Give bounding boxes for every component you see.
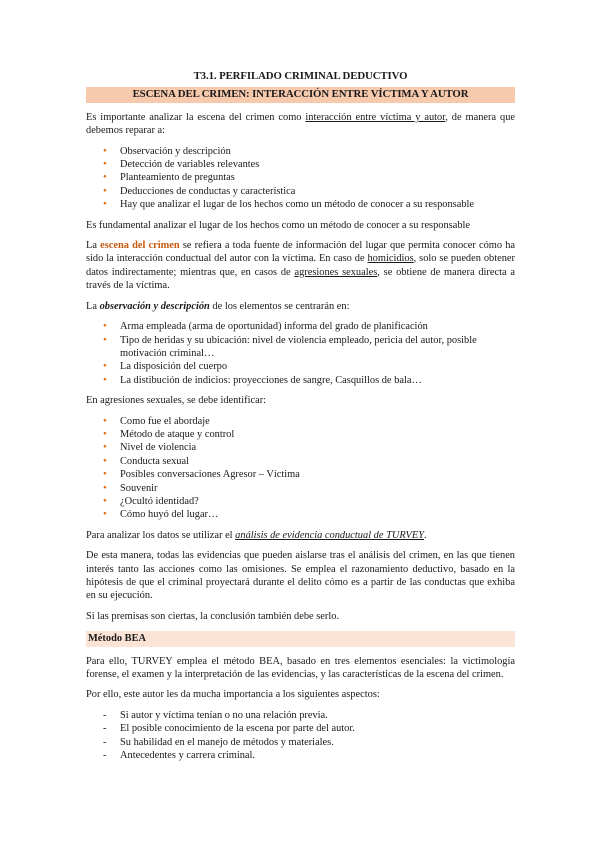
- list-item: • Posibles conversaciones Agresor – Víctima: [120, 468, 515, 481]
- list-item: • Cómo huyó del lugar…: [120, 508, 515, 521]
- list-item: - Su habilidad en el manejo de métodos y materiales.: [120, 736, 515, 749]
- list-item: • Souvenir: [120, 482, 515, 495]
- paragraph-lugar: Es fundamental analizar el lugar de los hechos como un método de conocer a su responsable: [86, 219, 471, 231]
- list-item: • Detección de variables relevantes: [120, 158, 515, 171]
- section-heading-bea: Método BEA: [86, 631, 515, 646]
- page-title: T3.1. PERFILADO CRIMINAL DEDUCTIVO: [193, 70, 408, 82]
- intro-paragraph: Es importante analizar la escena del crimen como interacción entre víctima y autor, de manera que debemos reparar a:: [86, 111, 516, 137]
- paragraph-premisas: Si las premisas son ciertas, la conclusión también debe serlo.: [86, 610, 340, 622]
- aspects-list: [86, 709, 515, 763]
- paragraph-bea: Para ello, TURVEY emplea el método BEA, basado en tres elementos esenciales: la victimología forense, el examen y la interpretación de las evidencias, y las características de la escena del crimen.: [86, 655, 515, 681]
- paragraph-turvey: Para analizar los datos se utilizar el análisis de evidencia conductual de TURVEY.: [86, 529, 427, 541]
- section-banner: ESCENA DEL CRIMEN: INTERACCIÓN ENTRE VÍCTIMA Y AUTOR: [86, 87, 515, 102]
- paragraph-aspectos: Por ello, este autor les da mucha importancia a los siguientes aspectos:: [86, 689, 380, 701]
- list-item: - El posible conocimiento de la escena por parte del autor.: [120, 722, 515, 735]
- paragraph-evidencias: De esta manera, todas las evidencias que pueden aislarse tras el análisis del crimen, en las que tienen interés tanto las acciones como las omisiones. Se emplea el razonamiento deductivo, basado en la hipótesis de que el criminal proyectará durante el delito cómo es a partir de las conductas que exhiba en su ejecución.: [86, 550, 515, 602]
- list-item: • Arma empleada (arma de oportunidad) informa del grado de planificación: [120, 320, 515, 333]
- list-item: • ¿Ocultó identidad?: [120, 495, 515, 508]
- list-item: • Hay que analizar el lugar de los hechos como un método de conocer a su responsable: [120, 198, 515, 211]
- list-item: • Planteamiento de preguntas: [120, 171, 515, 184]
- list-item: • Tipo de heridas y su ubicación: nivel de violencia empleado, pericia del autor, posible motivación criminal…: [120, 334, 515, 361]
- elements-list: [86, 320, 515, 387]
- list-item: • Como fue el abordaje: [120, 415, 515, 428]
- paragraph-observacion: La observación y descripción de los elementos se centrarán en:: [86, 300, 350, 312]
- paragraph-escena: La escena del crimen se refiera a toda fuente de información del lugar que permita conocer cómo ha sido la interacción conductual del autor con la víctima. En caso de homicidios, solo se pueden obtener datos indirectamente; mientras que, en casos de agresiones sexuales, se obtiene de manera directa a través de la víctima.: [86, 240, 516, 292]
- paragraph-agresiones: En agresiones sexuales, se debe identificar:: [86, 395, 267, 407]
- analysis-steps-list: [86, 145, 515, 212]
- list-item: - Antecedentes y carrera criminal.: [120, 749, 515, 762]
- list-item: • Nivel de violencia: [120, 441, 515, 454]
- list-item: • La disposición del cuerpo: [120, 360, 515, 373]
- list-item: - Si autor y víctima tenían o no una relación previa.: [120, 709, 515, 722]
- document-body: [86, 70, 515, 769]
- list-item: • Conducta sexual: [120, 455, 515, 468]
- list-item: • La distibución de indicios: proyecciones de sangre, Casquillos de bala…: [120, 374, 515, 387]
- list-item: • Método de ataque y control: [120, 428, 515, 441]
- list-item: • Deducciones de conductas y característica: [120, 185, 515, 198]
- list-item: • Observación y descripción: [120, 145, 515, 158]
- agresiones-list: [86, 415, 515, 522]
